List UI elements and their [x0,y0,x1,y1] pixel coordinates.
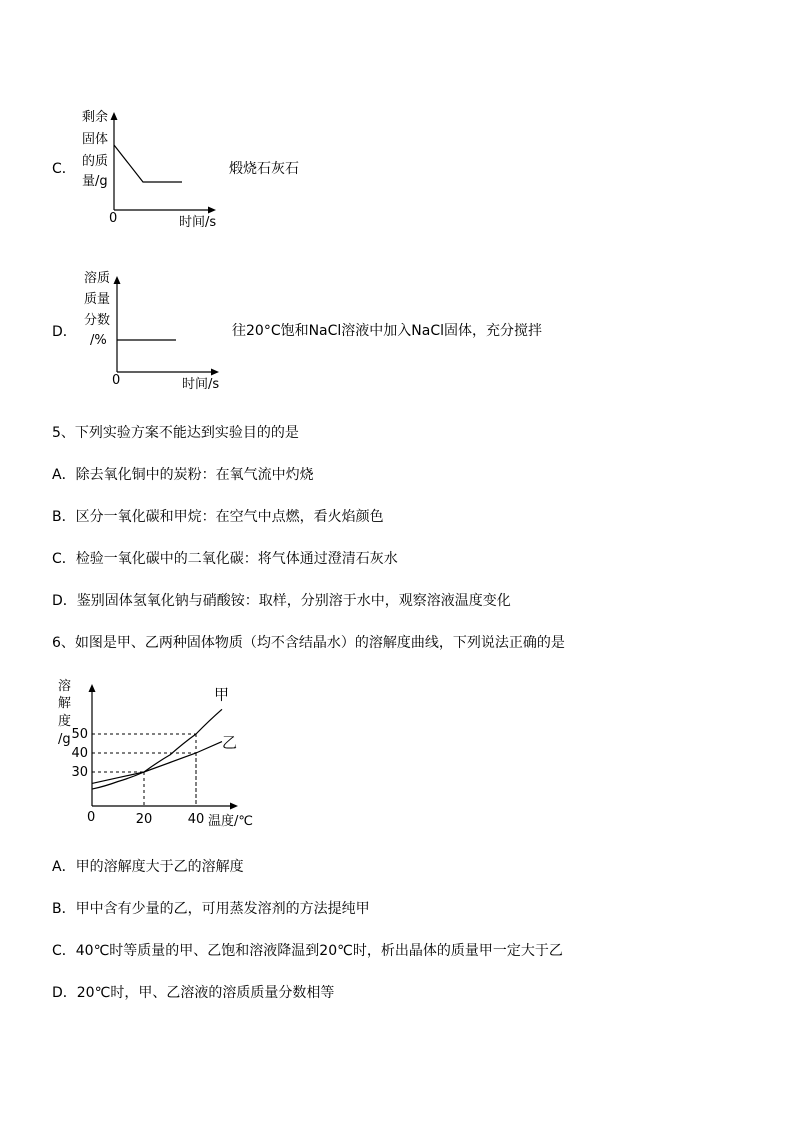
x-axis-arrow [208,207,216,214]
q6-stem: 6、如图是甲、乙两种固体物质（均不含结晶水）的溶解度曲线，下列说法正确的是 [52,635,565,651]
y-axis-arrow [89,684,96,692]
option-c-ylabel-line: 剩余 [82,110,109,125]
chart-ylabel-line: 度 [58,714,72,729]
y-axis-arrow [111,112,118,120]
option-c-ylabel-line: 量/g [82,174,108,189]
option-c-ylabel-line: 的质 [82,154,109,169]
series-label-yi: 乙 [222,733,238,752]
x-tick-label: 20 [135,812,153,827]
option-d-xlabel: 时间/s [182,377,220,392]
option-c-caption: 煅烧石灰石 [229,161,299,177]
chart-origin: 0 [87,810,96,825]
option-d-origin: 0 [112,373,121,388]
q5-option-a: A．除去氧化铜中的炭粉：在氧气流中灼烧 [52,467,314,483]
q6-option-a: A．甲的溶解度大于乙的溶解度 [52,859,244,875]
y-tick-label: 30 [71,765,88,780]
chart-ylabel-line: 解 [58,696,72,711]
chart-ylabel-line: 溶 [58,679,72,694]
option-c-xlabel: 时间/s [179,215,217,230]
q6-option-b: B．甲中含有少量的乙，可用蒸发溶剂的方法提纯甲 [52,901,370,917]
option-d-ylabel-line: 溶质 [84,271,111,286]
option-c-origin: 0 [109,211,118,226]
q6-option-d: D．20℃时，甲、乙溶液的溶质质量分数相等 [52,985,335,1001]
option-d-caption: 往20°C饱和NaCl溶液中加入NaCl固体，充分搅拌 [232,323,543,339]
q5-option-b: B．区分一氧化碳和甲烷：在空气中点燃，看火焰颜色 [52,509,384,525]
chart-xlabel: 温度/℃ [208,814,253,829]
q6-option-c: C．40℃时等质量的甲、乙饱和溶液降温到20℃时，析出晶体的质量甲一定大于乙 [52,943,563,959]
option-d-ylabel-line: 质量 [84,292,111,307]
y-axis-arrow [114,276,121,284]
q5-option-d: D．鉴别固体氢氧化钠与硝酸铵：取样，分别溶于水中，观察溶液温度变化 [52,593,511,609]
y-tick-label: 50 [71,727,88,742]
chart-ylabel-line: /g [58,732,71,747]
option-c-letter: C． [52,161,76,177]
series-line-yi [92,742,222,784]
y-tick-label: 40 [71,746,88,761]
q5-option-c: C．检验一氧化碳中的二氧化碳：将气体通过澄清石灰水 [52,551,398,567]
option-d-letter: D． [52,324,77,340]
x-axis-arrow [230,803,238,810]
curve [114,145,182,182]
x-tick-label: 40 [187,812,205,827]
series-label-jia: 甲 [214,685,230,704]
option-d-ylabel-line: 分数 [84,313,111,328]
x-axis-arrow [211,369,219,376]
option-d-ylabel-line: /% [90,333,107,348]
option-c-ylabel-line: 固体 [82,132,109,147]
q5-stem: 5、下列实验方案不能达到实验目的的是 [52,425,299,441]
series-line-jia [92,709,222,789]
